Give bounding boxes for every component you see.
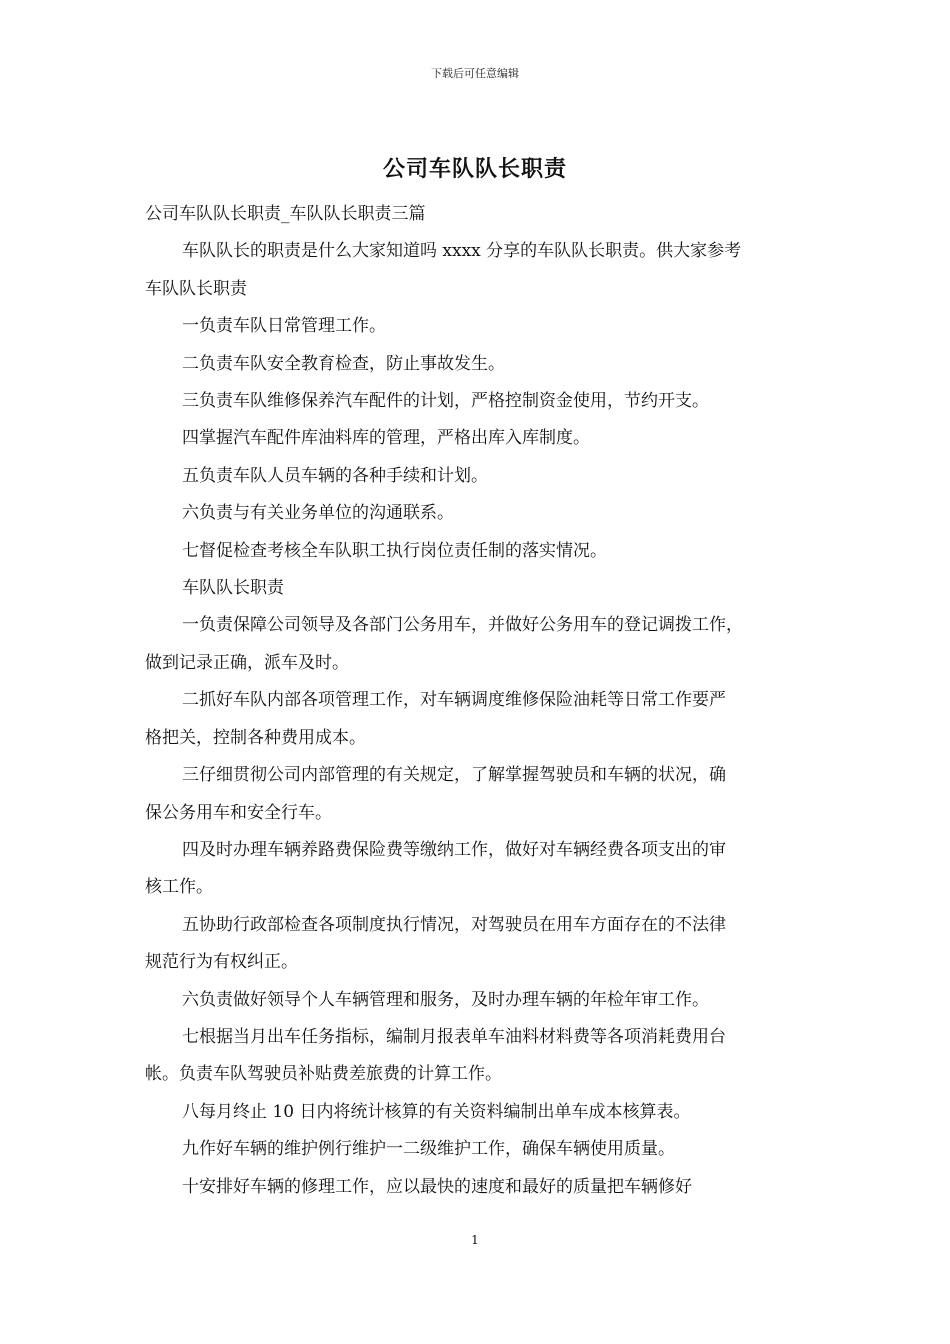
paragraph-line: 公司车队队长职责_车队队长职责三篇 bbox=[145, 204, 426, 224]
paragraph-line: 车队队长职责 bbox=[182, 578, 284, 599]
page-number: 1 bbox=[471, 1233, 479, 1247]
paragraph-line: 四掌握汽车配件库油料库的管理，严格出库入库制度。 bbox=[182, 428, 590, 449]
document-title: 公司车队队长职责 bbox=[382, 157, 567, 182]
paragraph-line: 二负责车队安全教育检查，防止事故发生。 bbox=[182, 353, 505, 374]
paragraph-line: 五负责车队人员车辆的各种手续和计划。 bbox=[182, 465, 488, 486]
paragraph-line: 车队队长的职责是什么大家知道吗 xxxx 分享的车队队长职责。供大家参考 bbox=[182, 241, 742, 262]
paragraph-line: 七督促检查考核全车队职工执行岗位责任制的落实情况。 bbox=[182, 540, 607, 561]
paragraph-line: 规范行为有权纠正。 bbox=[145, 952, 298, 973]
document-body bbox=[145, 196, 821, 1206]
paragraph-line: 保公务用车和安全行车。 bbox=[145, 802, 332, 823]
paragraph-line: 六负责做好领导个人车辆管理和服务，及时办理车辆的年检年审工作。 bbox=[182, 989, 709, 1010]
paragraph-line: 六负责与有关业务单位的沟通联系。 bbox=[182, 503, 454, 524]
paragraph-line: 九作好车辆的维护例行维护一二级维护工作，确保车辆使用质量。 bbox=[182, 1139, 675, 1160]
paragraph-line: 车队队长职责 bbox=[145, 278, 247, 299]
paragraph-line: 十安排好车辆的修理工作，应以最快的速度和最好的质量把车辆修好 bbox=[182, 1176, 692, 1197]
paragraph-line: 一负责保障公司领导及各部门公务用车，并做好公务用车的登记调拨工作， bbox=[182, 615, 743, 636]
paragraph-line: 八每月终止 10 日内将统计核算的有关资料编制出单车成本核算表。 bbox=[182, 1101, 691, 1122]
paragraph-line: 三负责车队维修保养汽车配件的计划，严格控制资金使用，节约开支。 bbox=[182, 391, 709, 412]
paragraph-line: 三仔细贯彻公司内部管理的有关规定，了解掌握驾驶员和车辆的状况，确 bbox=[182, 765, 726, 786]
paragraph-line: 做到记录正确，派车及时。 bbox=[145, 652, 349, 673]
paragraph-line: 二抓好车队内部各项管理工作，对车辆调度维修保险油耗等日常工作要严 bbox=[182, 690, 726, 711]
paragraph-line: 四及时办理车辆养路费保险费等缴纳工作，做好对车辆经费各项支出的审 bbox=[182, 839, 726, 860]
paragraph-line: 核工作。 bbox=[145, 877, 213, 898]
paragraph-line: 五协助行政部检查各项制度执行情况，对驾驶员在用车方面存在的不法律 bbox=[182, 914, 726, 935]
paragraph-line: 一负责车队日常管理工作。 bbox=[182, 316, 386, 337]
paragraph-line: 格把关，控制各种费用成本。 bbox=[145, 727, 366, 748]
paragraph-line: 七根据当月出车任务指标，编制月报表单车油料材料费等各项消耗费用台 bbox=[182, 1026, 726, 1047]
page-header: 下载后可任意编辑 bbox=[431, 67, 519, 80]
paragraph-line: 帐。负责车队驾驶员补贴费差旅费的计算工作。 bbox=[145, 1064, 502, 1085]
